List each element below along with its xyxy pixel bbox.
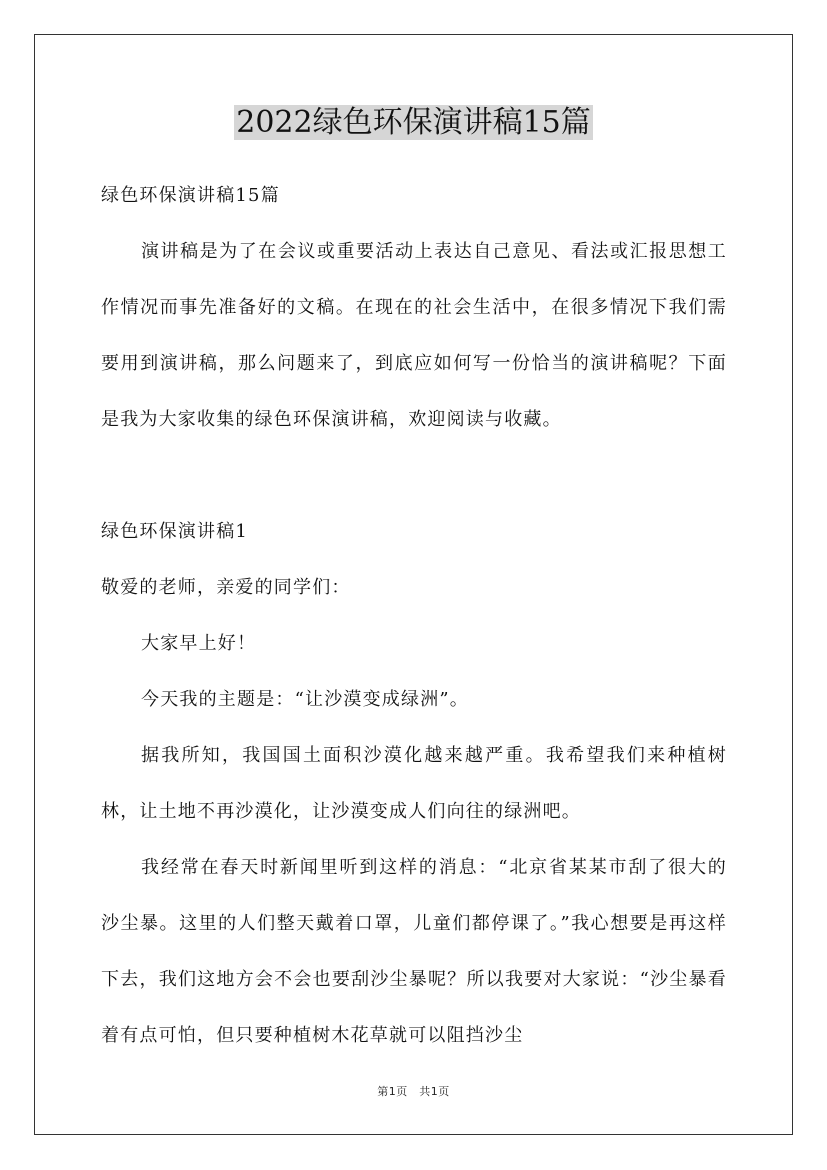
section-heading: 绿色环保演讲稿1 xyxy=(101,521,249,542)
body-paragraph-1: 据我所知，我国国土面积沙漠化越来越严重。我希望我们来种植树林，让土地不再沙漠化，让沙漠变成人们向往的绿洲吧。 xyxy=(101,745,727,822)
body-paragraph-2: 我经常在春天时新闻里听到这样的消息：“北京省某某市刮了很大的沙尘暴。这里的人们整天戴着口罩，儿童们都停课了。”我心想要是再这样下去，我们这地方会不会也要刮沙尘暴呢？所以我要对大家说：“沙尘暴看着有点可怕，但只要种植树木花草就可以阻挡沙尘 xyxy=(101,857,727,1046)
salutation: 敬爱的老师，亲爱的同学们： xyxy=(101,577,351,598)
document-title-text: 2022绿色环保演讲稿15篇 xyxy=(236,105,591,140)
document-body xyxy=(101,168,727,1064)
page-footer xyxy=(0,1083,827,1099)
topic-paragraph: 今天我的主题是：“让沙漠变成绿洲”。 xyxy=(141,689,470,710)
intro-paragraph: 演讲稿是为了在会议或重要活动上表达自己意见、看法或汇报思想工作情况而事先准备好的文稿。在现在的社会生活中，在很多情况下我们需要用到演讲稿，那么问题来了，到底应如何写一份恰当的演讲稿呢？下面是我为大家收集的绿色环保演讲稿，欢迎阅读与收藏。 xyxy=(101,241,727,430)
greeting: 大家早上好！ xyxy=(141,633,257,654)
document-title xyxy=(0,103,827,143)
page-number: 第1页 共1页 xyxy=(377,1085,450,1098)
document-subtitle: 绿色环保演讲稿15篇 xyxy=(101,185,280,206)
paragraph-spacer xyxy=(101,448,727,504)
